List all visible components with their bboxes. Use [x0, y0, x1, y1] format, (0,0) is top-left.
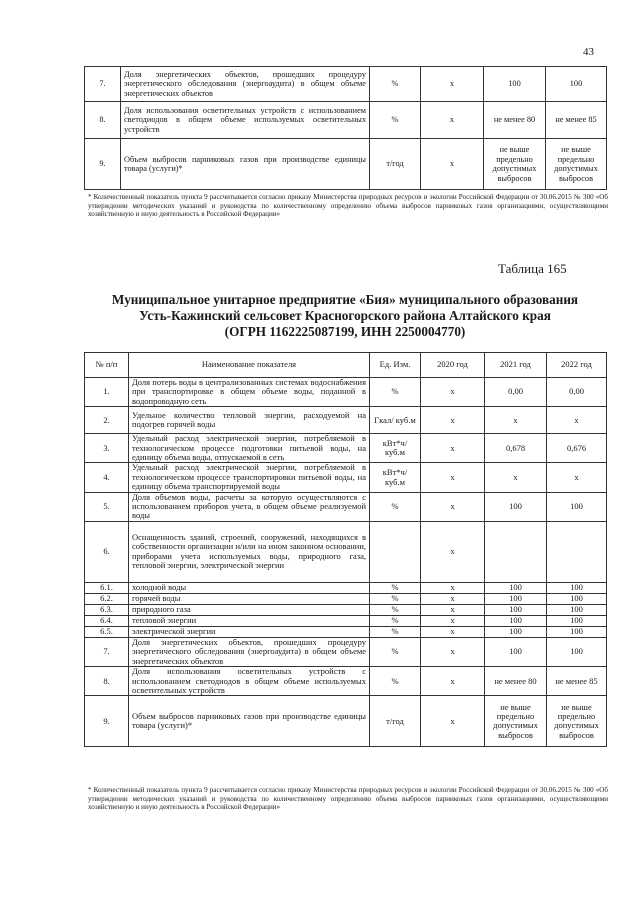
value-2022: 100	[547, 604, 607, 615]
row-number: 3.	[85, 434, 129, 463]
table-row	[85, 139, 607, 190]
unit-cell: %	[370, 604, 421, 615]
footnote-top: * Количественный показатель пункта 9 рассчитывается согласно приказу Министерства природных ресурсов и экологии Российской Федерации от 30.06.2015 № 300 «Об утверждении методических указаний и руководства по количественному определению объема выбросов парниковых газов организациями, осуществляющими хозяйственную и иную деятельность в Российской Федерации»	[88, 193, 608, 219]
value-2022: 100	[547, 615, 607, 626]
top-table	[84, 66, 607, 190]
table-row	[85, 521, 607, 582]
row-number: 2.	[85, 407, 129, 434]
table-row	[85, 667, 607, 696]
value-2020: х	[421, 667, 485, 696]
table-row	[85, 492, 607, 521]
top-table-body	[85, 67, 607, 190]
indicator-name: Объем выбросов парниковых газов при производстве единицы товара (услуги)*	[129, 696, 370, 747]
value-2020: х	[421, 604, 485, 615]
indicator-name: горячей воды	[129, 593, 370, 604]
value-2020: х	[421, 492, 485, 521]
footnote-bottom: * Количественный показатель пункта 9 рассчитывается согласно приказу Министерства природных ресурсов и экологии Российской Федерации от 30.06.2015 № 300 «Об утверждении методических указаний и руководства по количественному определению объема выбросов парниковых газов организациями, осуществляющими хозяйственную и иную деятельность в Российской Федерации»	[88, 786, 608, 812]
page-number: 43	[583, 46, 594, 58]
unit-cell: %	[370, 378, 421, 407]
unit-cell: %	[370, 102, 421, 139]
table-row	[85, 434, 607, 463]
row-number: 6.3.	[85, 604, 129, 615]
value-2020: х	[421, 582, 485, 593]
unit-cell: %	[370, 593, 421, 604]
unit-cell: %	[370, 626, 421, 637]
organization-title	[84, 292, 606, 340]
table-row	[85, 615, 607, 626]
title-line-1: Муниципальное унитарное предприятие «Бия» муниципального образования	[111, 292, 579, 307]
indicator-name: Доля энергетических объектов, прошедших процедуру энергетического обследования (энергоаудита) в общем объеме энергетических объектов	[121, 67, 370, 102]
unit-cell: %	[370, 492, 421, 521]
header-2020: 2020 год	[421, 353, 485, 378]
value-2020: х	[421, 593, 485, 604]
table-row	[85, 407, 607, 434]
header-unit: Ед. Изм.	[370, 353, 421, 378]
value-2020: х	[421, 378, 485, 407]
value-2021: 100	[485, 492, 547, 521]
row-number: 5.	[85, 492, 129, 521]
indicator-name: холодной воды	[129, 582, 370, 593]
value-2021: 100	[485, 604, 547, 615]
table-caption: Таблица 165	[498, 261, 567, 276]
value-2020: х	[421, 463, 485, 492]
value-2021: 100	[485, 582, 547, 593]
value-2021: не выше предельно допустимых выбросов	[484, 139, 546, 190]
value-2022: 100	[547, 492, 607, 521]
value-2022: не менее 85	[546, 102, 607, 139]
row-number: 8.	[85, 102, 121, 139]
row-number: 8.	[85, 667, 129, 696]
unit-cell	[370, 521, 421, 582]
main-table	[84, 352, 607, 747]
indicator-name: Удельный расход электрической энергии, потребляемой в технологическом процессе транспортировки питьевой воды, на единицу объема транспортируемой воды	[129, 463, 370, 492]
value-2022: 100	[547, 626, 607, 637]
unit-cell: %	[370, 637, 421, 666]
row-number: 9.	[85, 696, 129, 747]
value-2021: 100	[485, 593, 547, 604]
value-2022: не выше предельно допустимых выбросов	[547, 696, 607, 747]
unit-cell: %	[370, 582, 421, 593]
value-2021: 100	[485, 626, 547, 637]
value-2021: не менее 80	[484, 102, 546, 139]
row-number: 7.	[85, 637, 129, 666]
unit-cell: %	[370, 615, 421, 626]
indicator-name: Удельное количество тепловой энергии, расходуемой на подогрев горячей воды	[129, 407, 370, 434]
value-2021: не выше предельно допустимых выбросов	[485, 696, 547, 747]
row-number: 1.	[85, 378, 129, 407]
indicator-name: Оснащенность зданий, строений, сооружений, находящихся в собственности организации и/или на ином законном основании, приборами учета используемых воды, природного газа, тепловой энергии, электрической энергии	[129, 521, 370, 582]
value-2020: х	[421, 521, 485, 582]
value-2020: х	[421, 434, 485, 463]
table-row	[85, 463, 607, 492]
row-number: 4.	[85, 463, 129, 492]
title-line-3: (ОГРН 1162225087199, ИНН 2250004770)	[224, 324, 466, 339]
table-row	[85, 378, 607, 407]
table-row	[85, 604, 607, 615]
row-number: 6.4.	[85, 615, 129, 626]
unit-cell: кВт*ч/ куб.м	[370, 434, 421, 463]
value-2020: х	[421, 139, 484, 190]
value-2020: х	[421, 696, 485, 747]
indicator-name: Доля использования осветительных устройств с использованием светодиодов в общем объеме используемых осветительных устройств	[121, 102, 370, 139]
unit-cell: %	[370, 67, 421, 102]
header-2022: 2022 год	[547, 353, 607, 378]
header-no: № п/п	[85, 353, 129, 378]
value-2020: х	[421, 637, 485, 666]
value-2022: 0,676	[547, 434, 607, 463]
table-row	[85, 582, 607, 593]
value-2021: 100	[485, 615, 547, 626]
value-2021: не менее 80	[485, 667, 547, 696]
unit-cell: т/год	[370, 696, 421, 747]
value-2021: х	[485, 407, 547, 434]
header-row	[85, 353, 607, 378]
indicator-name: Доля энергетических объектов, прошедших процедуру энергетического обследования (энергоаудита) в общем объеме энергетических объектов	[129, 637, 370, 666]
indicator-name: тепловой энергии	[129, 615, 370, 626]
indicator-name: Доля использования осветительных устройств с использованием светодиодов в общем объеме используемых осветительных устройств	[129, 667, 370, 696]
header-name: Наименование показателя	[129, 353, 370, 378]
value-2022: 100	[547, 637, 607, 666]
row-number: 9.	[85, 139, 121, 190]
value-2021: 0,678	[485, 434, 547, 463]
value-2022: 100	[547, 593, 607, 604]
table-row	[85, 696, 607, 747]
value-2022: 100	[546, 67, 607, 102]
table-row	[85, 67, 607, 102]
unit-cell: т/год	[370, 139, 421, 190]
unit-cell: Гкал/ куб.м	[370, 407, 421, 434]
indicator-name: Удельный расход электрической энергии, потребляемой в технологическом процессе подготовки питьевой воды, на единицу объема воды, отпускаемой в сеть	[129, 434, 370, 463]
indicator-name: Доля потерь воды в централизованных системах водоснабжения при транспортировке в общем объеме воды, поданной в водопроводную сеть	[129, 378, 370, 407]
table-row	[85, 626, 607, 637]
indicator-name: Доля объемов воды, расчеты за которую осуществляются с использованием приборов учета, в общем объеме реализуемой воды	[129, 492, 370, 521]
row-number: 6.5.	[85, 626, 129, 637]
value-2022: х	[547, 407, 607, 434]
value-2020: х	[421, 102, 484, 139]
indicator-name: электрической энергии	[129, 626, 370, 637]
value-2021	[485, 521, 547, 582]
value-2021: 0,00	[485, 378, 547, 407]
value-2020: х	[421, 407, 485, 434]
header-2021: 2021 год	[485, 353, 547, 378]
value-2021: 100	[485, 637, 547, 666]
value-2020: х	[421, 67, 484, 102]
value-2022: не менее 85	[547, 667, 607, 696]
value-2022: 100	[547, 582, 607, 593]
row-number: 6.1.	[85, 582, 129, 593]
main-table-body	[85, 378, 607, 747]
value-2021: 100	[484, 67, 546, 102]
value-2022: 0,00	[547, 378, 607, 407]
indicator-name: Объем выбросов парниковых газов при производстве единицы товара (услуги)*	[121, 139, 370, 190]
value-2022: не выше предельно допустимых выбросов	[546, 139, 607, 190]
indicator-name: природного газа	[129, 604, 370, 615]
unit-cell: кВт*ч/ куб.м	[370, 463, 421, 492]
value-2022	[547, 521, 607, 582]
unit-cell: %	[370, 667, 421, 696]
value-2020: х	[421, 626, 485, 637]
title-line-2: Усть-Кажинский сельсовет Красногорского района Алтайского края	[139, 308, 551, 323]
value-2021: х	[485, 463, 547, 492]
row-number: 6.2.	[85, 593, 129, 604]
value-2020: х	[421, 615, 485, 626]
row-number: 6.	[85, 521, 129, 582]
table-row	[85, 637, 607, 666]
row-number: 7.	[85, 67, 121, 102]
table-row	[85, 593, 607, 604]
table-row	[85, 102, 607, 139]
value-2022: х	[547, 463, 607, 492]
